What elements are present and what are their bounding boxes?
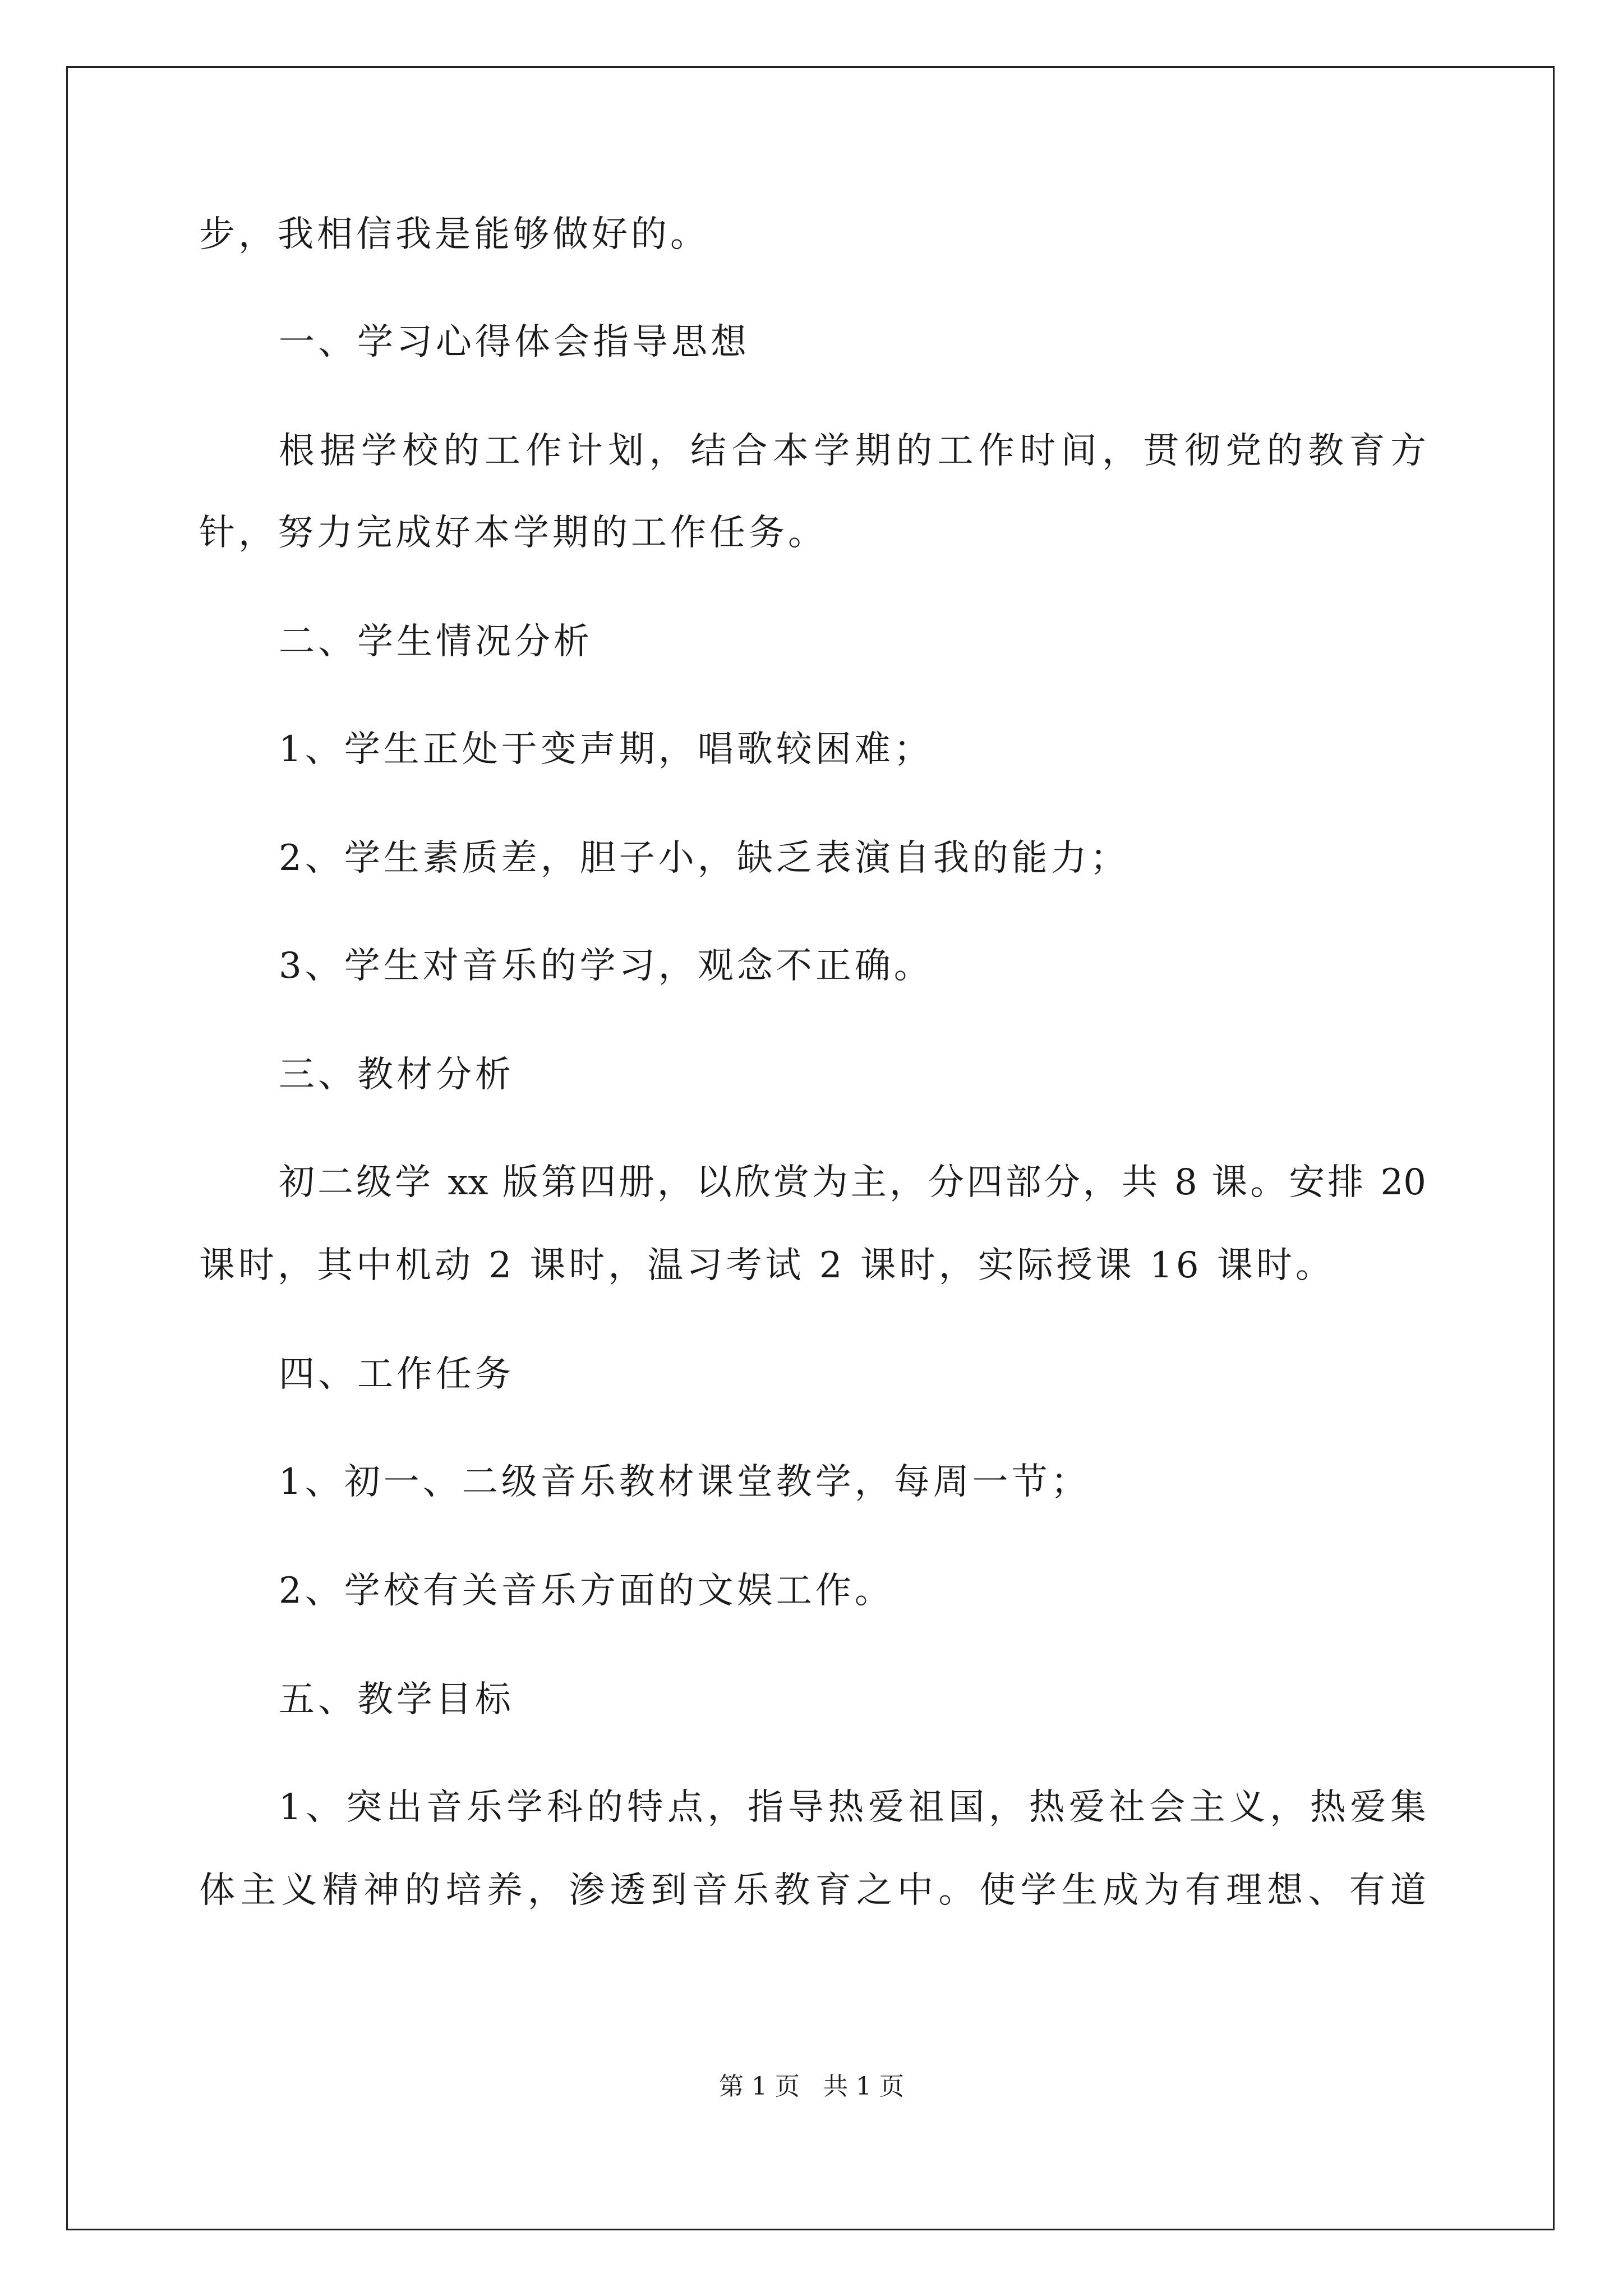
list-item: 1、学生正处于变声期，唱歌较困难； (279, 729, 933, 770)
section-heading-teaching-goals: 五、教学目标 (279, 1679, 514, 1720)
paragraph-line: 课时，其中机动 2 课时，温习考试 2 课时，实际授课 16 课时。 (199, 1245, 1335, 1286)
list-item: 1、初一、二级音乐教材课堂教学，每周一节； (279, 1461, 1090, 1503)
paragraph-line: 根据学校的工作计划，结合本学期的工作时间，贯彻党的教育方 (279, 430, 1426, 472)
list-item: 2、学校有关音乐方面的文娱工作。 (279, 1570, 894, 1612)
paragraph-line: 针，努力完成好本学期的工作任务。 (199, 512, 827, 554)
list-item: 3、学生对音乐的学习，观念不正确。 (279, 945, 933, 987)
section-heading-work-tasks: 四、工作任务 (279, 1354, 514, 1395)
paragraph-line: 体主义精神的培养，渗透到音乐教育之中。使学生成为有理想、有道 (199, 1870, 1426, 1911)
section-heading-student-analysis: 二、学生情况分析 (279, 621, 593, 662)
text-line-continuation: 步，我相信我是能够做好的。 (199, 214, 709, 255)
section-heading-guiding-idea: 一、学习心得体会指导思想 (279, 321, 750, 363)
list-item: 2、学生素质差，胆子小，缺乏表演自我的能力； (279, 838, 1129, 879)
page-footer: 第 1 页 共 1 页 (719, 2072, 904, 2101)
section-heading-textbook-analysis: 三、教材分析 (279, 1054, 514, 1096)
list-item: 1、突出音乐学科的特点，指导热爱祖国，热爱社会主义，热爱集 (279, 1787, 1426, 1828)
paragraph-line: 初二级学 xx 版第四册，以欣赏为主，分四部分，共 8 课。安排 20 (279, 1162, 1426, 1203)
